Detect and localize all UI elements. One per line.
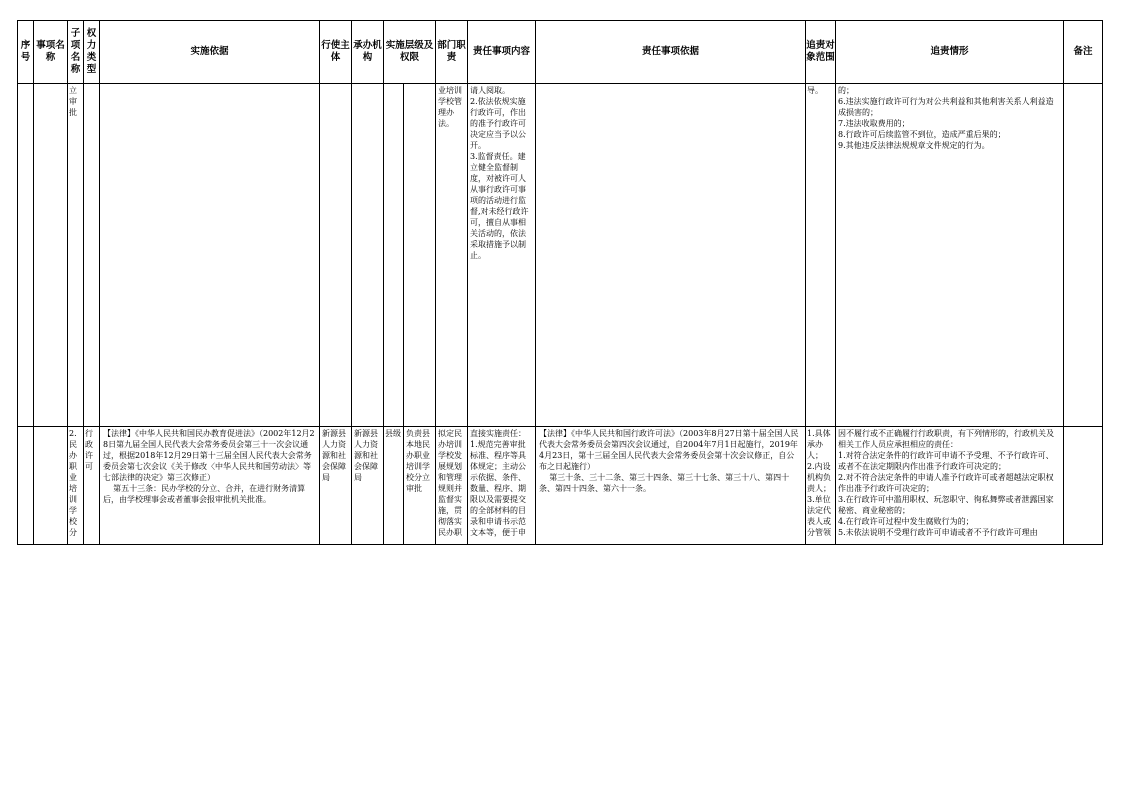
- cell-basis: [100, 84, 320, 427]
- cell-level: [384, 84, 404, 427]
- header-resp-basis: 责任事项依据: [536, 21, 806, 84]
- cell-seq-text: [18, 84, 33, 86]
- header-resp-content: 责任事项内容: [468, 21, 536, 84]
- header-row: [18, 21, 1103, 84]
- cell-accountability-text: 因不履行或不正确履行行政职责，有下列情形的，行政机关及相关工作人员应承担相应的责任： 1.对符合法定条件的行政许可申请不予受理、不予行政许可、或者不在法定期限内作出准予行政许可决定的； 2.对不符合法定条件的申请人准予行政许可或者超越法定职权作出准予行政许可决定的； 3.在行政许可中滥用职权、玩忽职守、徇私舞弊或者泄露国家秘密、商业秘密的； 4.在行政许可过程中发生腐败行为的； 5.未依法说明不受理行政许可申请或者不予行政许可理由: [838, 429, 1055, 537]
- cell-accountable-scope-text: 1.具体承办人； 2.内设机构负责人； 3.单位法定代表人或分管领: [807, 429, 832, 537]
- header-sub-item-name: 子项名称: [68, 21, 84, 84]
- cell-resp-content-text: 直接实施责任： 1.规范完善审批标准、程序等具体规定；主动公示依据、条件、数量、程序、期限以及需要提交的全部材料的目录和申请书示范文本等，便于申: [470, 429, 527, 537]
- cell-accountable-scope-text: 导。: [807, 86, 824, 95]
- table-row: [18, 427, 1103, 545]
- power-list-table: [17, 20, 1103, 545]
- cell-remarks-text: [1064, 84, 1102, 86]
- cell-level-text: 县级: [385, 429, 401, 438]
- cell-power-type-text: [84, 84, 99, 86]
- cell-dept-duty-text: 业培训学校管理办法。: [438, 86, 463, 128]
- header-level-authority: 实施层级及权限: [384, 21, 436, 84]
- cell-sub-item-name-text: 2.民办职业培训学校分: [69, 429, 77, 537]
- cell-seq: [18, 84, 34, 427]
- cell-item-name: [34, 84, 68, 427]
- cell-basis: [100, 427, 320, 545]
- cell-accountability: [836, 427, 1064, 545]
- cell-sub-item-name: [68, 84, 84, 427]
- table-row: [18, 84, 1103, 427]
- cell-seq-text: [18, 427, 33, 429]
- cell-accountability: [836, 84, 1064, 427]
- cell-accountability-text: 的； 6.违法实施行政许可行为对公共利益和其他利害关系人利益造成损害的； 7.违法收取费用的； 8.行政许可后续监管不到位，造成严重后果的； 9.其他违反法律法规规章文件规定的行为。: [838, 86, 1054, 150]
- cell-resp-content-text: 请人阅取。 2.依法依规实施行政许可，作出的准予行政许可决定应当予以公开。 3.监督责任。建立健全监督制度，对被许可人从事行政许可事项的活动进行监督,对未经行政许可，擅自从事相关活动的，依法采取措施予以制止。: [470, 86, 529, 260]
- cell-resp-basis: [536, 84, 806, 427]
- cell-remarks: [1064, 84, 1103, 427]
- cell-dept-duty: [436, 84, 468, 427]
- cell-resp-content: [468, 427, 536, 545]
- header-accountable-scope: 追责对象范围: [806, 21, 836, 84]
- cell-authority-text: 负责县本地民办职业培训学校分立审批: [406, 429, 430, 493]
- cell-basis-text: [100, 84, 319, 86]
- cell-handling-org: [352, 427, 384, 545]
- cell-handling-org: [352, 84, 384, 427]
- header-handling-org: 承办机构: [352, 21, 384, 84]
- header-seq: 序号: [18, 21, 34, 84]
- header-exercise-subject: 行使主体: [320, 21, 352, 84]
- cell-dept-duty: [436, 427, 468, 545]
- cell-handling-org-text: 新源县人力资源和社会保障局: [354, 429, 378, 482]
- cell-remarks-text: [1064, 427, 1102, 429]
- cell-item-name: [34, 427, 68, 545]
- cell-power-type: [84, 84, 100, 427]
- cell-resp-basis-text: 【法律】《中华人民共和国行政许可法》（2003年8月27日第十届全国人民代表大会常务委员会第四次会议通过，自2004年7月1日起施行，2019年4月23日，第十三届全国人民代表大会常务委员会第十次会议修正，自公布之日起施行） 第三十条、三十二条、第三十四条、第三十七条、第三十八、第四十条、第四十四条、第六十一条。: [539, 429, 799, 493]
- cell-accountable-scope: [806, 84, 836, 427]
- cell-sub-item-name-text: 立审批: [69, 86, 77, 117]
- header-item-name: 事项名称: [34, 21, 68, 84]
- cell-resp-basis-text: [536, 84, 805, 86]
- cell-dept-duty-text: 拟定民办培训学校发展规划和管理规则并监督实施，贯彻落实民办职: [438, 429, 463, 537]
- cell-resp-basis: [536, 427, 806, 545]
- cell-exercise-subject: [320, 427, 352, 545]
- cell-authority: [404, 427, 436, 545]
- cell-power-type-text: 行政许可: [85, 429, 93, 471]
- header-accountability: 追责情形: [836, 21, 1064, 84]
- header-dept-duty: 部门职责: [436, 21, 468, 84]
- cell-remarks: [1064, 427, 1103, 545]
- header-power-type: 权力类型: [84, 21, 100, 84]
- cell-level: [384, 427, 404, 545]
- header-remarks: 备注: [1064, 21, 1103, 84]
- cell-exercise-subject-text: [320, 84, 351, 86]
- cell-accountable-scope: [806, 427, 836, 545]
- cell-handling-org-text: [352, 84, 383, 86]
- cell-basis-text: 【法律】《中华人民共和国民办教育促进法》（2002年12月28日第九届全国人民代表大会常务委员会第三十一次会议通过，根据2018年12月29日第十三届全国人民代表大会常务委员会第七次会议《关于修改〈中华人民共和国劳动法〉等七部法律的决定》第三次修正） 第五十三条：民办学校的分立、合并，在进行财务清算后，由学校理事会或者董事会报审批机关批准。: [103, 429, 315, 504]
- cell-resp-content: [468, 84, 536, 427]
- cell-exercise-subject-text: 新源县人力资源和社会保障局: [322, 429, 346, 482]
- cell-authority-text: [404, 84, 435, 86]
- cell-level-text: [384, 84, 403, 86]
- cell-seq: [18, 427, 34, 545]
- cell-sub-item-name: [68, 427, 84, 545]
- cell-item-name-text: [34, 427, 67, 429]
- header-basis: 实施依据: [100, 21, 320, 84]
- cell-item-name-text: [34, 84, 67, 86]
- cell-power-type: [84, 427, 100, 545]
- cell-authority: [404, 84, 436, 427]
- cell-exercise-subject: [320, 84, 352, 427]
